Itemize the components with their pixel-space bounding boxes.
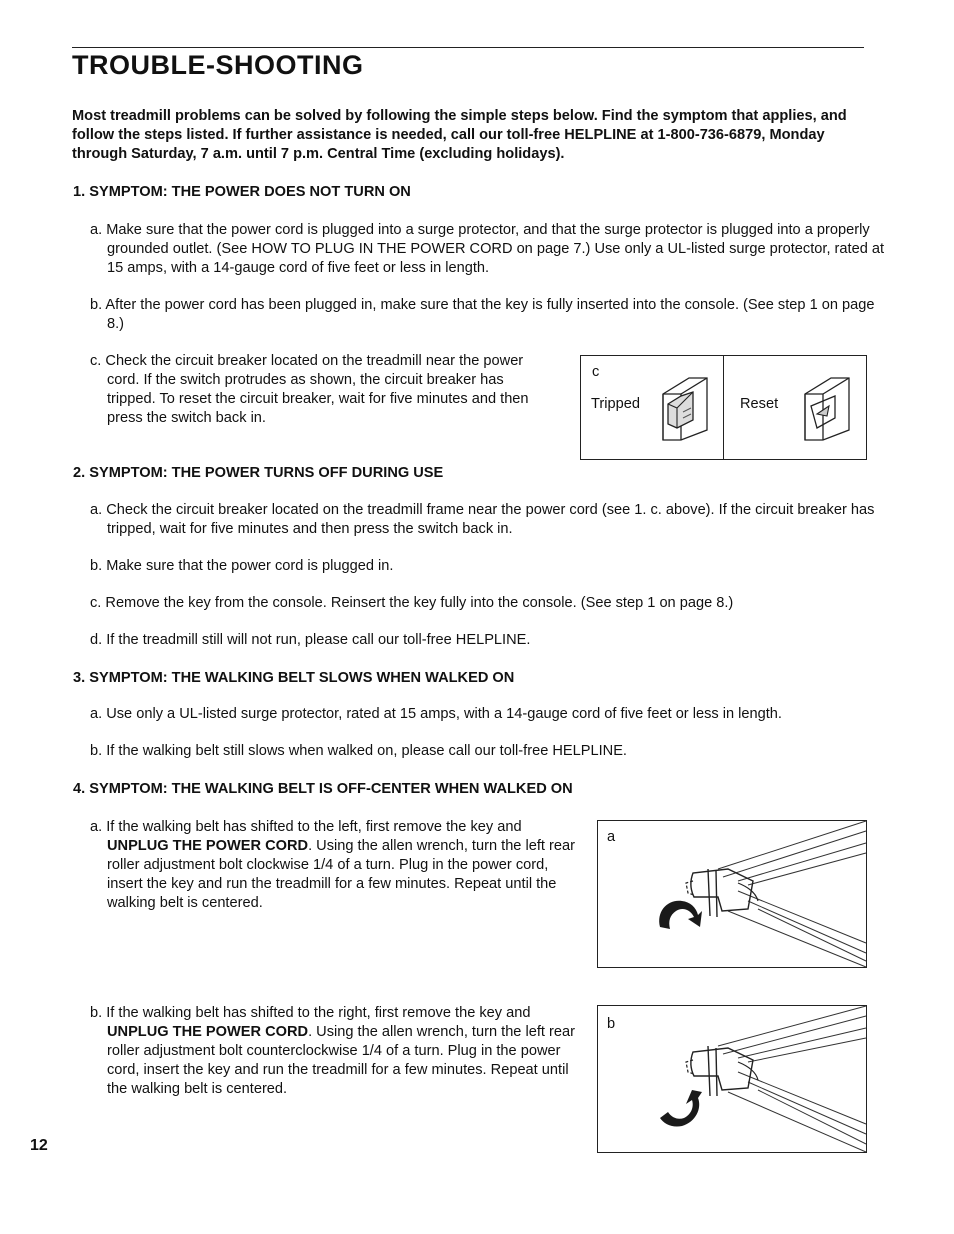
step-a-text-1: a. If the walking belt has shifted to the left, first remove the key and <box>90 819 522 835</box>
step-a-unplug-emphasis: UNPLUG THE POWER CORD <box>107 838 309 854</box>
symptom-1-step-b: b. After the power cord has been plugged in, make sure that the key is fully inserted into the console. (See step 1 on page 8.) <box>90 297 875 332</box>
symptom-4-step-b <box>90 1004 577 1099</box>
symptom-1-step-c: c. Check the circuit breaker located on the treadmill near the power cord. If the switch protrudes as shown, the circuit breaker has tripped. To reset the circuit breaker, wait for five minutes and then press the switch back in. <box>90 353 529 426</box>
page-number: 12 <box>30 1137 48 1154</box>
symptom-2-step-d: d. If the treadmill still will not run, please call our toll-free HELPLINE. <box>90 632 531 648</box>
reset-switch-icon <box>801 368 851 440</box>
symptom-3-step-b: b. If the walking belt still slows when walked on, please call our toll-free HELPLINE. <box>90 743 627 759</box>
symptom-2-heading: 2. SYMPTOM: THE POWER TURNS OFF DURING USE <box>73 465 444 481</box>
step-a-text-2: . Using the allen wrench, turn the left rear roller adjustment bolt clockwise 1/4 of a turn. Plug in the power cord, insert the key and run the treadmill for a few minutes. Repeat until the walking belt is centered. <box>107 838 575 911</box>
reset-label: Reset <box>740 396 779 412</box>
symptom-2-step-b: b. Make sure that the power cord is plugged in. <box>90 558 394 574</box>
belt-right-figure <box>597 1005 867 1153</box>
symptom-2-step-a: a. Check the circuit breaker located on the treadmill frame near the power cord (see 1. c. above). If the circuit breaker has tripped, wait for five minutes and then press the switch back in. <box>90 502 875 537</box>
tripped-switch-icon <box>659 368 709 440</box>
counterclockwise-arrow-icon <box>658 1088 704 1130</box>
figure-label-a: a <box>607 829 616 845</box>
symptom-1-step-a: a. Make sure that the power cord is plugged into a surge protector, and that the surge protector is plugged into a properly grounded outlet. (See HOW TO PLUG IN THE POWER CORD on page 7.) Use only a UL-listed surge protector, rated at 15 amps, with a 14-gauge cord of five feet or less in length. <box>90 222 885 276</box>
intro-paragraph: Most treadmill problems can be solved by following the simple steps below. Find the symptom that applies, and follow the steps listed. If further assistance is needed, call our toll-free HELPLINE at 1-800-736-6879, Monday through Saturday, 7 a.m. until 7 p.m. Central Time (excluding holidays). <box>72 108 847 162</box>
symptom-3-heading: 3. SYMPTOM: THE WALKING BELT SLOWS WHEN WALKED ON <box>73 670 515 686</box>
step-b-text-2: . Using the allen wrench, turn the left rear roller adjustment bolt counterclockwise 1/4 of a turn. Plug in the power cord, insert the key and run the treadmill for a few minutes. Repeat until the walking belt is centered. <box>107 1024 575 1097</box>
symptom-2-step-c: c. Remove the key from the console. Reinsert the key fully into the console. (See step 1 on page 8.) <box>90 595 734 611</box>
page-title: TROUBLE-SHOOTING <box>72 50 364 80</box>
roller-end-illustration <box>598 821 866 967</box>
circuit-breaker-figure <box>580 355 867 460</box>
symptom-1-heading: 1. SYMPTOM: THE POWER DOES NOT TURN ON <box>73 184 411 200</box>
figure-label-b: b <box>607 1016 616 1032</box>
top-rule <box>72 47 864 48</box>
figure-label-c: c <box>592 364 600 380</box>
clockwise-arrow-icon <box>654 893 704 933</box>
symptom-4-heading: 4. SYMPTOM: THE WALKING BELT IS OFF-CENTER WHEN WALKED ON <box>73 781 573 797</box>
symptom-3-step-a: a. Use only a UL-listed surge protector, rated at 15 amps, with a 14-gauge cord of five feet or less in length. <box>90 706 782 722</box>
tripped-label: Tripped <box>591 396 640 412</box>
roller-end-illustration-b <box>598 1006 866 1152</box>
step-b-unplug-emphasis: UNPLUG THE POWER CORD <box>107 1024 309 1040</box>
step-b-text-1: b. If the walking belt has shifted to the right, first remove the key and <box>90 1005 531 1021</box>
belt-left-figure <box>597 820 867 968</box>
symptom-4-step-a <box>90 818 577 913</box>
figure-divider <box>723 356 724 459</box>
